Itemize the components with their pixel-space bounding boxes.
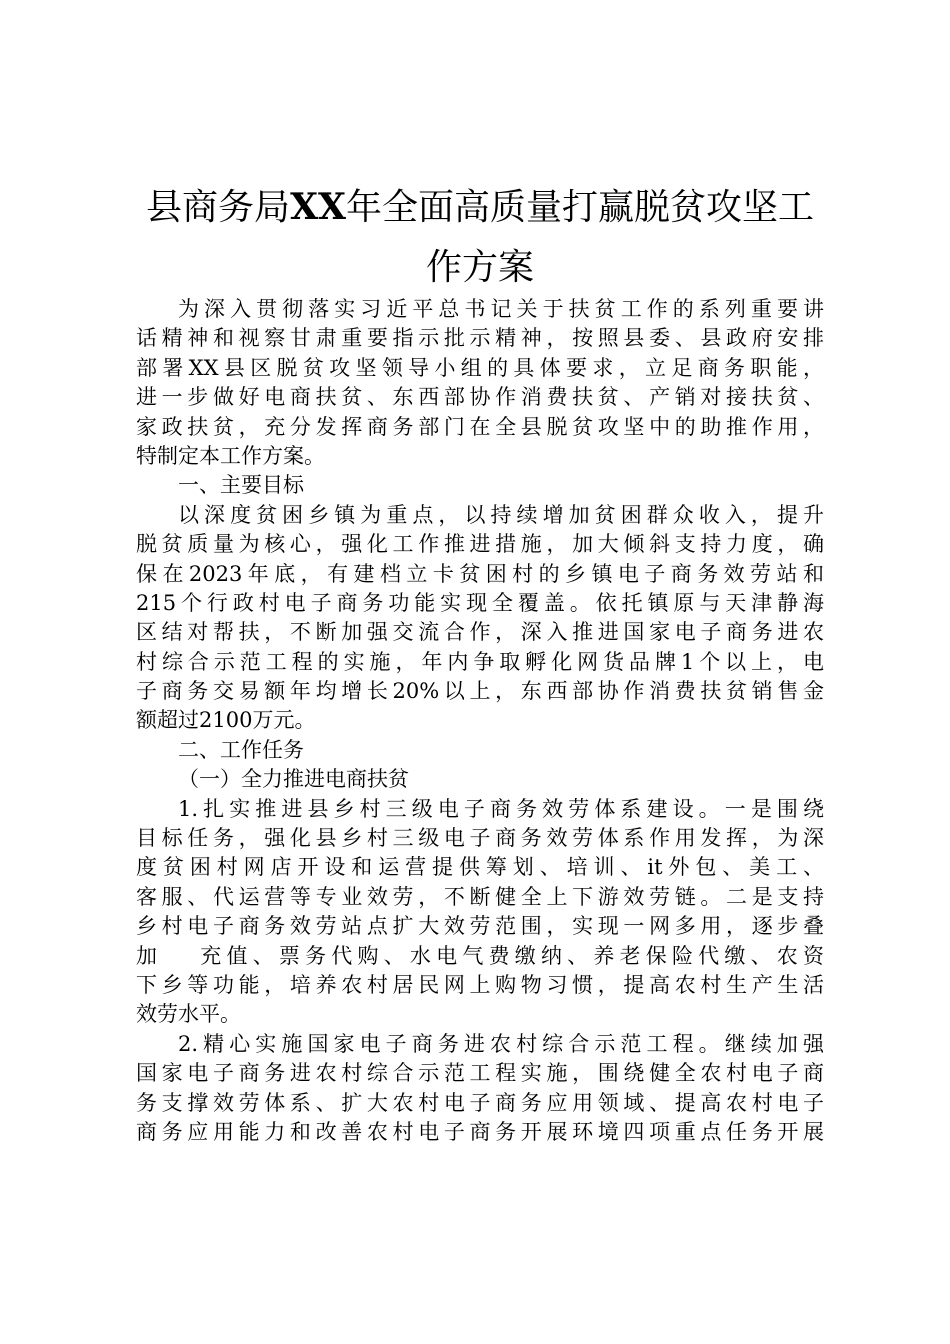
document-title-line-1: [136, 187, 824, 228]
text-line: 客服、代运营等专业效劳，不断健全上下游效劳链。二是支持: [136, 884, 824, 909]
text-line: 话精神和视察甘肃重要指示批示精神，按照县委、县政府安排: [136, 326, 824, 351]
text-line: 商务应用能力和改善农村电子商务开展环境四项重点任务开展: [136, 1119, 824, 1144]
title-bold: XX: [290, 186, 346, 228]
text-line: 加 充值、票务代购、水电气费缴纳、养老保险代缴、农资: [136, 943, 824, 968]
text-line: 为深入贯彻落实习近平总书记关于扶贫工作的系列重要讲: [178, 297, 824, 321]
text-line: 额超过2100万元。: [136, 708, 316, 733]
text-line: 村综合示范工程的实施，年内争取孵化网货品牌1个以上，电: [136, 649, 824, 674]
text-line: 保在2023年底，有建档立卡贫困村的乡镇电子商务效劳站和: [136, 561, 824, 586]
section-heading: 二、工作任务: [178, 737, 304, 762]
text-line: 2.精心实施国家电子商务进农村综合示范工程。继续加强: [178, 1031, 824, 1056]
text-line: 目标任务，强化县乡村三级电子商务效劳体系作用发挥，为深: [136, 826, 824, 851]
text-line: 1.扎实推进县乡村三级电子商务效劳体系建设。一是围绕: [178, 796, 824, 821]
text-line: 特制定本工作方案。: [136, 443, 325, 468]
text-line: 务支撑效劳体系、扩大农村电子商务应用领域、提高农村电子: [136, 1090, 824, 1115]
subsection-heading: （一）全力推进电商扶贫: [178, 767, 409, 792]
title-part-1: 县商务局: [146, 187, 291, 228]
document-body: [136, 295, 824, 1147]
text-line: 进一步做好电商扶贫、东西部协作消费扶贫、产销对接扶贫、: [136, 385, 824, 410]
text-line: 部署XX县区脱贫攻坚领导小组的具体要求，立足商务职能，: [136, 355, 824, 380]
text-line: 区结对帮扶，不断加强交流合作，深入推进国家电子商务进农: [136, 620, 824, 645]
text-line: 效劳水平。: [136, 1002, 241, 1027]
text-line: 脱贫质量为核心，强化工作推进措施，加大倾斜支持力度，确: [136, 532, 824, 557]
text-line: 子商务交易额年均增长20%以上，东西部协作消费扶贫销售金: [136, 679, 824, 704]
text-line: 以深度贫困乡镇为重点，以持续增加贫困群众收入，提升: [178, 502, 824, 527]
document-title-line-2: 作方案: [425, 247, 534, 288]
text-line: 215个行政村电子商务功能实现全覆盖。依托镇原与天津静海: [136, 590, 824, 615]
text-line: 国家电子商务进农村综合示范工程实施，围绕健全农村电子商: [136, 1061, 824, 1086]
text-line: 乡村电子商务效劳站点扩大效劳范围，实现一网多用，逐步叠: [136, 914, 824, 939]
text-line: 家政扶贫，充分发挥商务部门在全县脱贫攻坚中的助推作用，: [136, 414, 824, 439]
section-heading: 一、主要目标: [178, 473, 304, 498]
text-line: 下乡等功能，培养农村居民网上购物习惯，提高农村生产生活: [136, 972, 824, 997]
title-part-2: 年全面高质量打赢脱贫攻坚工: [345, 187, 814, 228]
text-line: 度贫困村网店开设和运营提供筹划、培训、it外包、美工、: [136, 855, 824, 880]
